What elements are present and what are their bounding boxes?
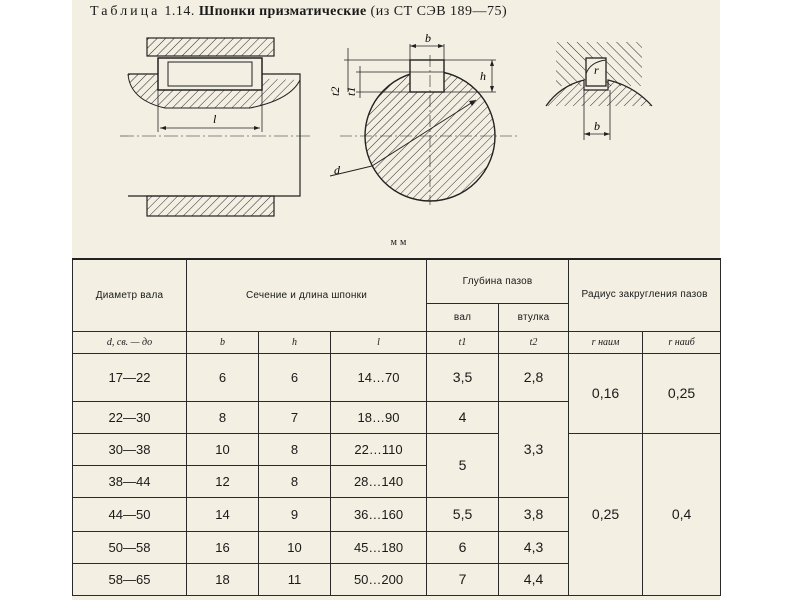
cell-l: 50…200 — [331, 563, 427, 595]
cross-section — [328, 31, 520, 205]
keys-table — [72, 258, 721, 596]
cell-t2: 2,8 — [499, 353, 569, 401]
header-groove-depth: Глубина пазов — [427, 259, 569, 303]
symbol-l: l — [331, 331, 427, 353]
cell-d: 44—50 — [73, 497, 187, 531]
cell-b: 10 — [187, 433, 259, 465]
t2-label: t2 — [328, 86, 342, 96]
title-name: Шпонки призматические — [198, 4, 367, 19]
cell-t2: 3,8 — [499, 497, 569, 531]
cell-b: 6 — [187, 353, 259, 401]
groove-detail — [546, 42, 652, 140]
symbol-t2: t2 — [499, 331, 569, 353]
symbol-d-range: d, св. — до — [73, 331, 187, 353]
title-source: (из СТ СЭВ 189—75) — [370, 4, 508, 19]
cell-d: 22—30 — [73, 401, 187, 433]
symbol-b: b — [187, 331, 259, 353]
cell-t1: 7 — [427, 563, 499, 595]
cell-l: 18…90 — [331, 401, 427, 433]
cell-b: 14 — [187, 497, 259, 531]
cell-h: 8 — [259, 433, 331, 465]
header-shaft: вал — [427, 303, 499, 331]
width-label-top: b — [425, 31, 431, 45]
symbol-t1: t1 — [427, 331, 499, 353]
cell-h: 7 — [259, 401, 331, 433]
cell-t2: 3,3 — [499, 401, 569, 497]
cell-l: 14…70 — [331, 353, 427, 401]
cell-d: 38—44 — [73, 465, 187, 497]
cell-l: 28…140 — [331, 465, 427, 497]
side-view — [120, 38, 310, 216]
cell-r-max: 0,25 — [643, 353, 721, 433]
symbol-r-min: r наим — [569, 331, 643, 353]
cell-r-min: 0,16 — [569, 353, 643, 433]
cell-d: 50—58 — [73, 531, 187, 563]
cell-t2: 4,4 — [499, 563, 569, 595]
key-drawing — [0, 0, 800, 240]
cell-l: 22…110 — [331, 433, 427, 465]
cell-t1: 6 — [427, 531, 499, 563]
cell-b: 18 — [187, 563, 259, 595]
radius-label: r — [594, 63, 599, 77]
cell-h: 10 — [259, 531, 331, 563]
cell-l: 36…160 — [331, 497, 427, 531]
header-hub: втулка — [499, 303, 569, 331]
title-lead: Таблица — [90, 4, 161, 19]
cell-t1: 5 — [427, 433, 499, 497]
cell-h: 11 — [259, 563, 331, 595]
header-shaft-diameter: Диаметр вала — [73, 259, 187, 331]
cell-t1: 4 — [427, 401, 499, 433]
cell-t1: 5,5 — [427, 497, 499, 531]
cell-r-max: 0,4 — [643, 433, 721, 595]
width-label-right: b — [594, 119, 600, 133]
table-row — [73, 353, 721, 401]
cell-r-min: 0,25 — [569, 433, 643, 595]
header-radius: Радиус закругления пазов — [569, 259, 721, 331]
symbol-r-max: r наиб — [643, 331, 721, 353]
length-label: l — [213, 112, 217, 126]
cell-h: 6 — [259, 353, 331, 401]
cell-b: 16 — [187, 531, 259, 563]
cell-h: 9 — [259, 497, 331, 531]
symbol-h: h — [259, 331, 331, 353]
t1-label: t1 — [344, 86, 358, 96]
title-number: 1.14. — [164, 4, 195, 19]
cell-t1: 3,5 — [427, 353, 499, 401]
cell-d: 30—38 — [73, 433, 187, 465]
cell-b: 8 — [187, 401, 259, 433]
header-key-section: Сечение и длина шпонки — [187, 259, 427, 331]
height-label: h — [480, 69, 486, 83]
cell-t2: 4,3 — [499, 531, 569, 563]
table-row — [73, 433, 721, 465]
cell-b: 12 — [187, 465, 259, 497]
cell-d: 17—22 — [73, 353, 187, 401]
cell-d: 58—65 — [73, 563, 187, 595]
cell-h: 8 — [259, 465, 331, 497]
cell-l: 45…180 — [331, 531, 427, 563]
diameter-label: d — [334, 163, 340, 177]
units-label: мм — [390, 237, 410, 248]
